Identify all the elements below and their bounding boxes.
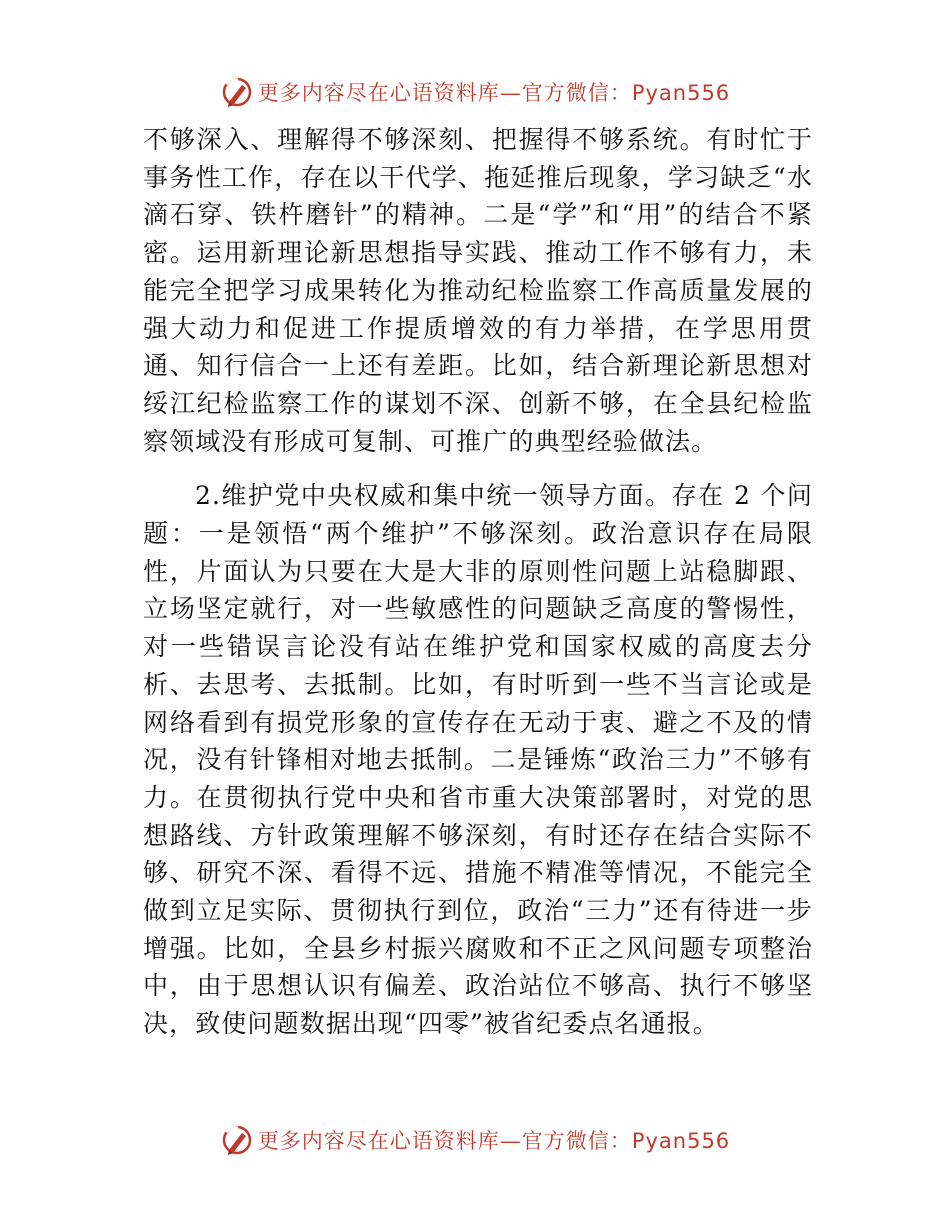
- pen-logo-icon: [220, 1123, 254, 1157]
- footer-watermark: [0, 1120, 950, 1160]
- watermark-text: 更多内容尽在心语资料库—官方微信：Pyan556: [257, 1129, 731, 1153]
- paragraph-continuation: 不够深入、理解得不够深刻、把握得不够系统。有时忙于事务性工作，存在以干代学、拖延推后现象，学习缺乏“水滴石穿、铁杵磨针”的精神。二是“学”和“用”的结合不紧密。运用新理论新思想指导实践、推动工作不够有力，未能完全把学习成果转化为推动纪检监察工作高质量发展的强大动力和促进工作提质增效的有力举措，在学思用贯通、知行信合一上还有差距。比如，结合新理论新思想对绥江纪检监察工作的谋划不深、创新不够，在全县纪检监察领域没有形成可复制、可推广的典型经验做法。: [143, 125, 813, 456]
- document-body: [143, 121, 813, 1043]
- watermark-text: 更多内容尽在心语资料库—官方微信：Pyan556: [257, 81, 731, 105]
- paragraph-section-2: 2.维护党中央权威和集中统一领导方面。存在 2 个问题：一是领悟“两个维护”不够深刻。政治意识存在局限性，片面认为只要在大是大非的原则性问题上站稳脚跟、立场坚定就行，对一些敏感性的问题缺乏高度的警惕性，对一些错误言论没有站在维护党和国家权威的高度去分析、去思考、去抵制。比如，有时听到一些不当言论或是网络看到有损党形象的宣传存在无动于衷、避之不及的情况，没有针锋相对地去抵制。二是锤炼“政治三力”不够有力。在贯彻执行党中央和省市重大决策部署时，对党的思想路线、方针政策理解不够深刻，有时还存在结合实际不够、研究不深、看得不远、措施不精准等情况，不能完全做到立足实际、贯彻执行到位，政治“三力”还有待进一步增强。比如，全县乡村振兴腐败和不正之风问题专项整治中，由于思想认识有偏差、政治站位不够高、执行不够坚决，致使问题数据出现“四零”被省纪委点名通报。: [143, 481, 813, 1039]
- pen-logo-icon: [220, 75, 254, 109]
- header-watermark: [0, 72, 950, 112]
